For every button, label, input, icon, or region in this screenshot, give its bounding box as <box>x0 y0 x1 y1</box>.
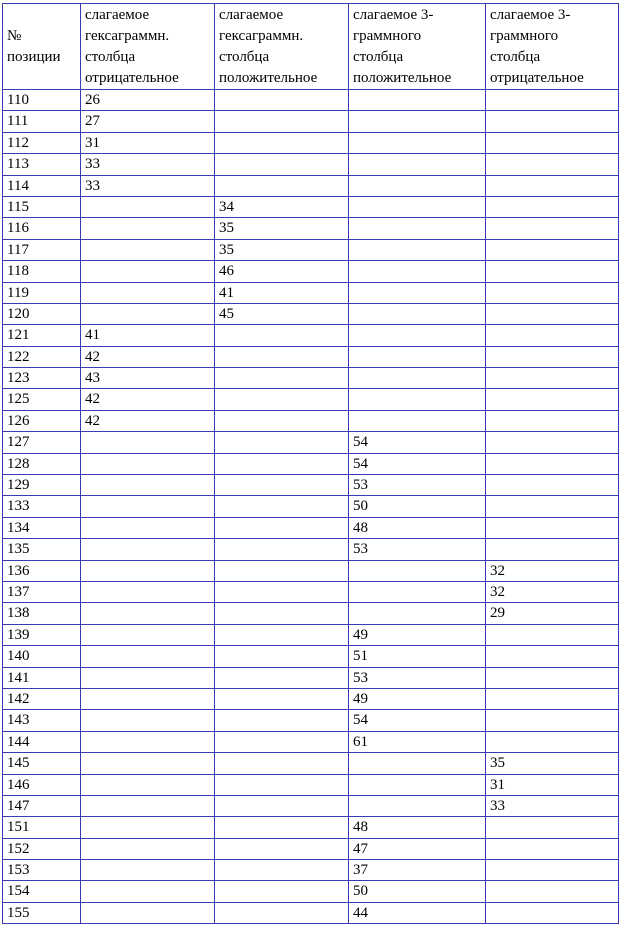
table-row <box>3 731 619 752</box>
position-cell: 119 <box>3 282 81 303</box>
position-cell: 125 <box>3 389 81 410</box>
position-cell: 127 <box>3 432 81 453</box>
hexagram-positive-cell <box>215 881 349 902</box>
table-row <box>3 795 619 816</box>
trigram-negative-cell <box>486 368 619 389</box>
header-trigram-positive: слагаемое 3- граммного столбца положительное <box>349 4 486 90</box>
trigram-positive-cell: 49 <box>349 688 486 709</box>
trigram-negative-cell <box>486 902 619 923</box>
position-cell: 128 <box>3 453 81 474</box>
hexagram-negative-cell: 42 <box>81 346 215 367</box>
position-cell: 134 <box>3 517 81 538</box>
hexagram-negative-cell: 33 <box>81 175 215 196</box>
trigram-negative-cell <box>486 667 619 688</box>
trigram-positive-cell <box>349 90 486 111</box>
trigram-negative-cell <box>486 410 619 431</box>
trigram-negative-cell <box>486 817 619 838</box>
table-row <box>3 838 619 859</box>
position-cell: 117 <box>3 239 81 260</box>
trigram-positive-cell <box>349 603 486 624</box>
hexagram-positive-cell: 45 <box>215 303 349 324</box>
table-row <box>3 325 619 346</box>
trigram-negative-cell <box>486 154 619 175</box>
position-cell: 123 <box>3 368 81 389</box>
position-cell: 135 <box>3 539 81 560</box>
hexagram-negative-cell: 41 <box>81 325 215 346</box>
trigram-negative-cell <box>486 196 619 217</box>
hexagram-positive-cell: 46 <box>215 261 349 282</box>
position-cell: 129 <box>3 475 81 496</box>
table-row <box>3 860 619 881</box>
hexagram-negative-cell <box>81 603 215 624</box>
hexagram-positive-cell <box>215 817 349 838</box>
hexagram-negative-cell: 31 <box>81 132 215 153</box>
trigram-positive-cell: 48 <box>349 517 486 538</box>
hexagram-positive-cell <box>215 154 349 175</box>
position-cell: 113 <box>3 154 81 175</box>
hexagram-negative-cell <box>81 646 215 667</box>
hexagram-negative-cell <box>81 453 215 474</box>
table-row <box>3 261 619 282</box>
table-row <box>3 111 619 132</box>
table-row <box>3 667 619 688</box>
hexagram-negative-cell: 33 <box>81 154 215 175</box>
trigram-positive-cell <box>349 111 486 132</box>
hexagram-negative-cell <box>81 282 215 303</box>
hexagram-negative-cell: 42 <box>81 389 215 410</box>
hexagram-positive-cell <box>215 902 349 923</box>
position-cell: 140 <box>3 646 81 667</box>
hexagram-negative-cell: 42 <box>81 410 215 431</box>
hexagram-negative-cell: 43 <box>81 368 215 389</box>
trigram-negative-cell <box>486 646 619 667</box>
trigram-positive-cell: 48 <box>349 817 486 838</box>
trigram-positive-cell: 53 <box>349 475 486 496</box>
trigram-positive-cell <box>349 239 486 260</box>
table-row <box>3 90 619 111</box>
hexagram-positive-cell <box>215 624 349 645</box>
trigram-positive-cell <box>349 753 486 774</box>
table-row <box>3 303 619 324</box>
hexagram-positive-cell <box>215 603 349 624</box>
position-cell: 111 <box>3 111 81 132</box>
hexagram-positive-cell: 35 <box>215 239 349 260</box>
table-row <box>3 624 619 645</box>
trigram-positive-cell <box>349 175 486 196</box>
position-cell: 145 <box>3 753 81 774</box>
hexagram-positive-cell <box>215 667 349 688</box>
position-cell: 153 <box>3 860 81 881</box>
header-trigram-negative: слагаемое 3- граммного столбца отрицательное <box>486 4 619 90</box>
trigram-negative-cell <box>486 731 619 752</box>
hexagram-negative-cell <box>81 218 215 239</box>
hexagram-positive-cell: 34 <box>215 196 349 217</box>
trigram-negative-cell <box>486 475 619 496</box>
header-hexagram-positive: слагаемое гексаграммн. столбца положительное <box>215 4 349 90</box>
trigram-positive-cell: 47 <box>349 838 486 859</box>
position-cell: 114 <box>3 175 81 196</box>
position-cell: 120 <box>3 303 81 324</box>
trigram-negative-cell <box>486 432 619 453</box>
hexagram-negative-cell <box>81 496 215 517</box>
hexagram-positive-cell <box>215 753 349 774</box>
trigram-positive-cell <box>349 560 486 581</box>
hexagram-negative-cell <box>81 731 215 752</box>
position-cell: 115 <box>3 196 81 217</box>
trigram-negative-cell: 32 <box>486 560 619 581</box>
hexagram-negative-cell <box>81 774 215 795</box>
hexagram-negative-cell <box>81 860 215 881</box>
trigram-positive-cell: 50 <box>349 496 486 517</box>
position-cell: 121 <box>3 325 81 346</box>
table-row <box>3 753 619 774</box>
table-row <box>3 496 619 517</box>
hexagram-positive-cell <box>215 432 349 453</box>
position-cell: 154 <box>3 881 81 902</box>
hexagram-positive-cell <box>215 795 349 816</box>
trigram-positive-cell: 61 <box>349 731 486 752</box>
position-cell: 141 <box>3 667 81 688</box>
table-row <box>3 175 619 196</box>
position-cell: 139 <box>3 624 81 645</box>
trigram-positive-cell: 44 <box>349 902 486 923</box>
header-hexagram-negative: слагаемое гексаграммн. столбца отрицательное <box>81 4 215 90</box>
hexagram-positive-cell <box>215 175 349 196</box>
position-cell: 151 <box>3 817 81 838</box>
position-cell: 146 <box>3 774 81 795</box>
hexagram-positive-cell <box>215 688 349 709</box>
hexagram-positive-cell <box>215 111 349 132</box>
trigram-negative-cell: 33 <box>486 795 619 816</box>
trigram-positive-cell: 53 <box>349 539 486 560</box>
position-cell: 122 <box>3 346 81 367</box>
table-row <box>3 346 619 367</box>
trigram-negative-cell <box>486 282 619 303</box>
position-cell: 144 <box>3 731 81 752</box>
table-row <box>3 475 619 496</box>
trigram-negative-cell <box>486 325 619 346</box>
hexagram-negative-cell <box>81 261 215 282</box>
hexagram-negative-cell <box>81 624 215 645</box>
table-header <box>3 4 619 90</box>
header-position: № позиции <box>3 4 81 90</box>
hexagram-negative-cell <box>81 581 215 602</box>
hexagram-positive-cell: 41 <box>215 282 349 303</box>
trigram-negative-cell: 29 <box>486 603 619 624</box>
trigram-positive-cell: 54 <box>349 453 486 474</box>
trigram-negative-cell <box>486 496 619 517</box>
hexagram-negative-cell: 26 <box>81 90 215 111</box>
trigram-positive-cell <box>349 325 486 346</box>
hexagram-positive-cell <box>215 90 349 111</box>
hexagram-positive-cell <box>215 581 349 602</box>
hexagram-negative-cell <box>81 560 215 581</box>
table-row <box>3 774 619 795</box>
table-row <box>3 453 619 474</box>
position-cell: 143 <box>3 710 81 731</box>
trigram-negative-cell <box>486 111 619 132</box>
hexagram-negative-cell <box>81 817 215 838</box>
trigram-positive-cell: 51 <box>349 646 486 667</box>
table-row <box>3 368 619 389</box>
trigram-positive-cell <box>349 774 486 795</box>
trigram-negative-cell <box>486 303 619 324</box>
position-cell: 147 <box>3 795 81 816</box>
hexagram-negative-cell <box>81 795 215 816</box>
position-cell: 126 <box>3 410 81 431</box>
header-row <box>3 4 619 90</box>
trigram-negative-cell <box>486 346 619 367</box>
hexagram-positive-cell <box>215 475 349 496</box>
position-cell: 136 <box>3 560 81 581</box>
hexagram-negative-cell <box>81 667 215 688</box>
hexagram-negative-cell <box>81 710 215 731</box>
table-row <box>3 218 619 239</box>
table-row <box>3 389 619 410</box>
position-cell: 155 <box>3 902 81 923</box>
trigram-negative-cell: 32 <box>486 581 619 602</box>
position-table <box>2 3 619 924</box>
trigram-positive-cell <box>349 132 486 153</box>
position-cell: 152 <box>3 838 81 859</box>
hexagram-positive-cell <box>215 346 349 367</box>
position-cell: 138 <box>3 603 81 624</box>
table-row <box>3 539 619 560</box>
trigram-positive-cell <box>349 218 486 239</box>
hexagram-positive-cell <box>215 517 349 538</box>
hexagram-negative-cell <box>81 517 215 538</box>
hexagram-negative-cell <box>81 539 215 560</box>
trigram-negative-cell <box>486 688 619 709</box>
position-cell: 116 <box>3 218 81 239</box>
trigram-positive-cell: 54 <box>349 710 486 731</box>
trigram-negative-cell <box>486 539 619 560</box>
table-row <box>3 581 619 602</box>
trigram-negative-cell <box>486 239 619 260</box>
hexagram-positive-cell <box>215 389 349 410</box>
hexagram-positive-cell <box>215 838 349 859</box>
hexagram-positive-cell <box>215 132 349 153</box>
trigram-negative-cell: 35 <box>486 753 619 774</box>
position-cell: 112 <box>3 132 81 153</box>
trigram-negative-cell <box>486 389 619 410</box>
trigram-positive-cell <box>349 389 486 410</box>
table-row <box>3 154 619 175</box>
trigram-positive-cell <box>349 410 486 431</box>
table-row <box>3 432 619 453</box>
trigram-positive-cell <box>349 303 486 324</box>
table-row <box>3 196 619 217</box>
hexagram-positive-cell <box>215 410 349 431</box>
trigram-positive-cell: 50 <box>349 881 486 902</box>
hexagram-positive-cell <box>215 731 349 752</box>
trigram-positive-cell: 54 <box>349 432 486 453</box>
trigram-negative-cell <box>486 175 619 196</box>
hexagram-negative-cell <box>81 239 215 260</box>
trigram-positive-cell <box>349 346 486 367</box>
trigram-positive-cell <box>349 368 486 389</box>
hexagram-positive-cell <box>215 710 349 731</box>
table-row <box>3 560 619 581</box>
hexagram-positive-cell <box>215 368 349 389</box>
table-row <box>3 646 619 667</box>
trigram-negative-cell: 31 <box>486 774 619 795</box>
hexagram-positive-cell <box>215 646 349 667</box>
trigram-negative-cell <box>486 218 619 239</box>
table-row <box>3 881 619 902</box>
trigram-positive-cell <box>349 581 486 602</box>
trigram-negative-cell <box>486 453 619 474</box>
hexagram-positive-cell <box>215 453 349 474</box>
trigram-negative-cell <box>486 881 619 902</box>
trigram-positive-cell <box>349 261 486 282</box>
trigram-negative-cell <box>486 132 619 153</box>
hexagram-negative-cell <box>81 753 215 774</box>
position-cell: 137 <box>3 581 81 602</box>
table-row <box>3 282 619 303</box>
trigram-positive-cell <box>349 795 486 816</box>
hexagram-negative-cell <box>81 688 215 709</box>
hexagram-negative-cell <box>81 902 215 923</box>
table-row <box>3 902 619 923</box>
table-row <box>3 688 619 709</box>
table-body <box>3 90 619 924</box>
hexagram-negative-cell <box>81 475 215 496</box>
trigram-positive-cell: 49 <box>349 624 486 645</box>
trigram-negative-cell <box>486 261 619 282</box>
trigram-negative-cell <box>486 517 619 538</box>
table-row <box>3 817 619 838</box>
hexagram-negative-cell <box>81 881 215 902</box>
hexagram-negative-cell <box>81 432 215 453</box>
hexagram-positive-cell <box>215 539 349 560</box>
table-row <box>3 239 619 260</box>
hexagram-negative-cell: 27 <box>81 111 215 132</box>
hexagram-positive-cell <box>215 774 349 795</box>
hexagram-negative-cell <box>81 303 215 324</box>
hexagram-positive-cell <box>215 560 349 581</box>
trigram-negative-cell <box>486 710 619 731</box>
hexagram-positive-cell: 35 <box>215 218 349 239</box>
hexagram-negative-cell <box>81 838 215 859</box>
position-cell: 142 <box>3 688 81 709</box>
table-row <box>3 517 619 538</box>
trigram-positive-cell: 37 <box>349 860 486 881</box>
hexagram-negative-cell <box>81 196 215 217</box>
table-row <box>3 132 619 153</box>
table-row <box>3 603 619 624</box>
table-row <box>3 410 619 431</box>
trigram-positive-cell <box>349 196 486 217</box>
position-cell: 110 <box>3 90 81 111</box>
hexagram-positive-cell <box>215 860 349 881</box>
trigram-positive-cell <box>349 154 486 175</box>
trigram-negative-cell <box>486 838 619 859</box>
trigram-positive-cell: 53 <box>349 667 486 688</box>
position-cell: 118 <box>3 261 81 282</box>
hexagram-positive-cell <box>215 496 349 517</box>
trigram-negative-cell <box>486 90 619 111</box>
hexagram-positive-cell <box>215 325 349 346</box>
trigram-positive-cell <box>349 282 486 303</box>
trigram-negative-cell <box>486 860 619 881</box>
trigram-negative-cell <box>486 624 619 645</box>
table-row <box>3 710 619 731</box>
position-cell: 133 <box>3 496 81 517</box>
